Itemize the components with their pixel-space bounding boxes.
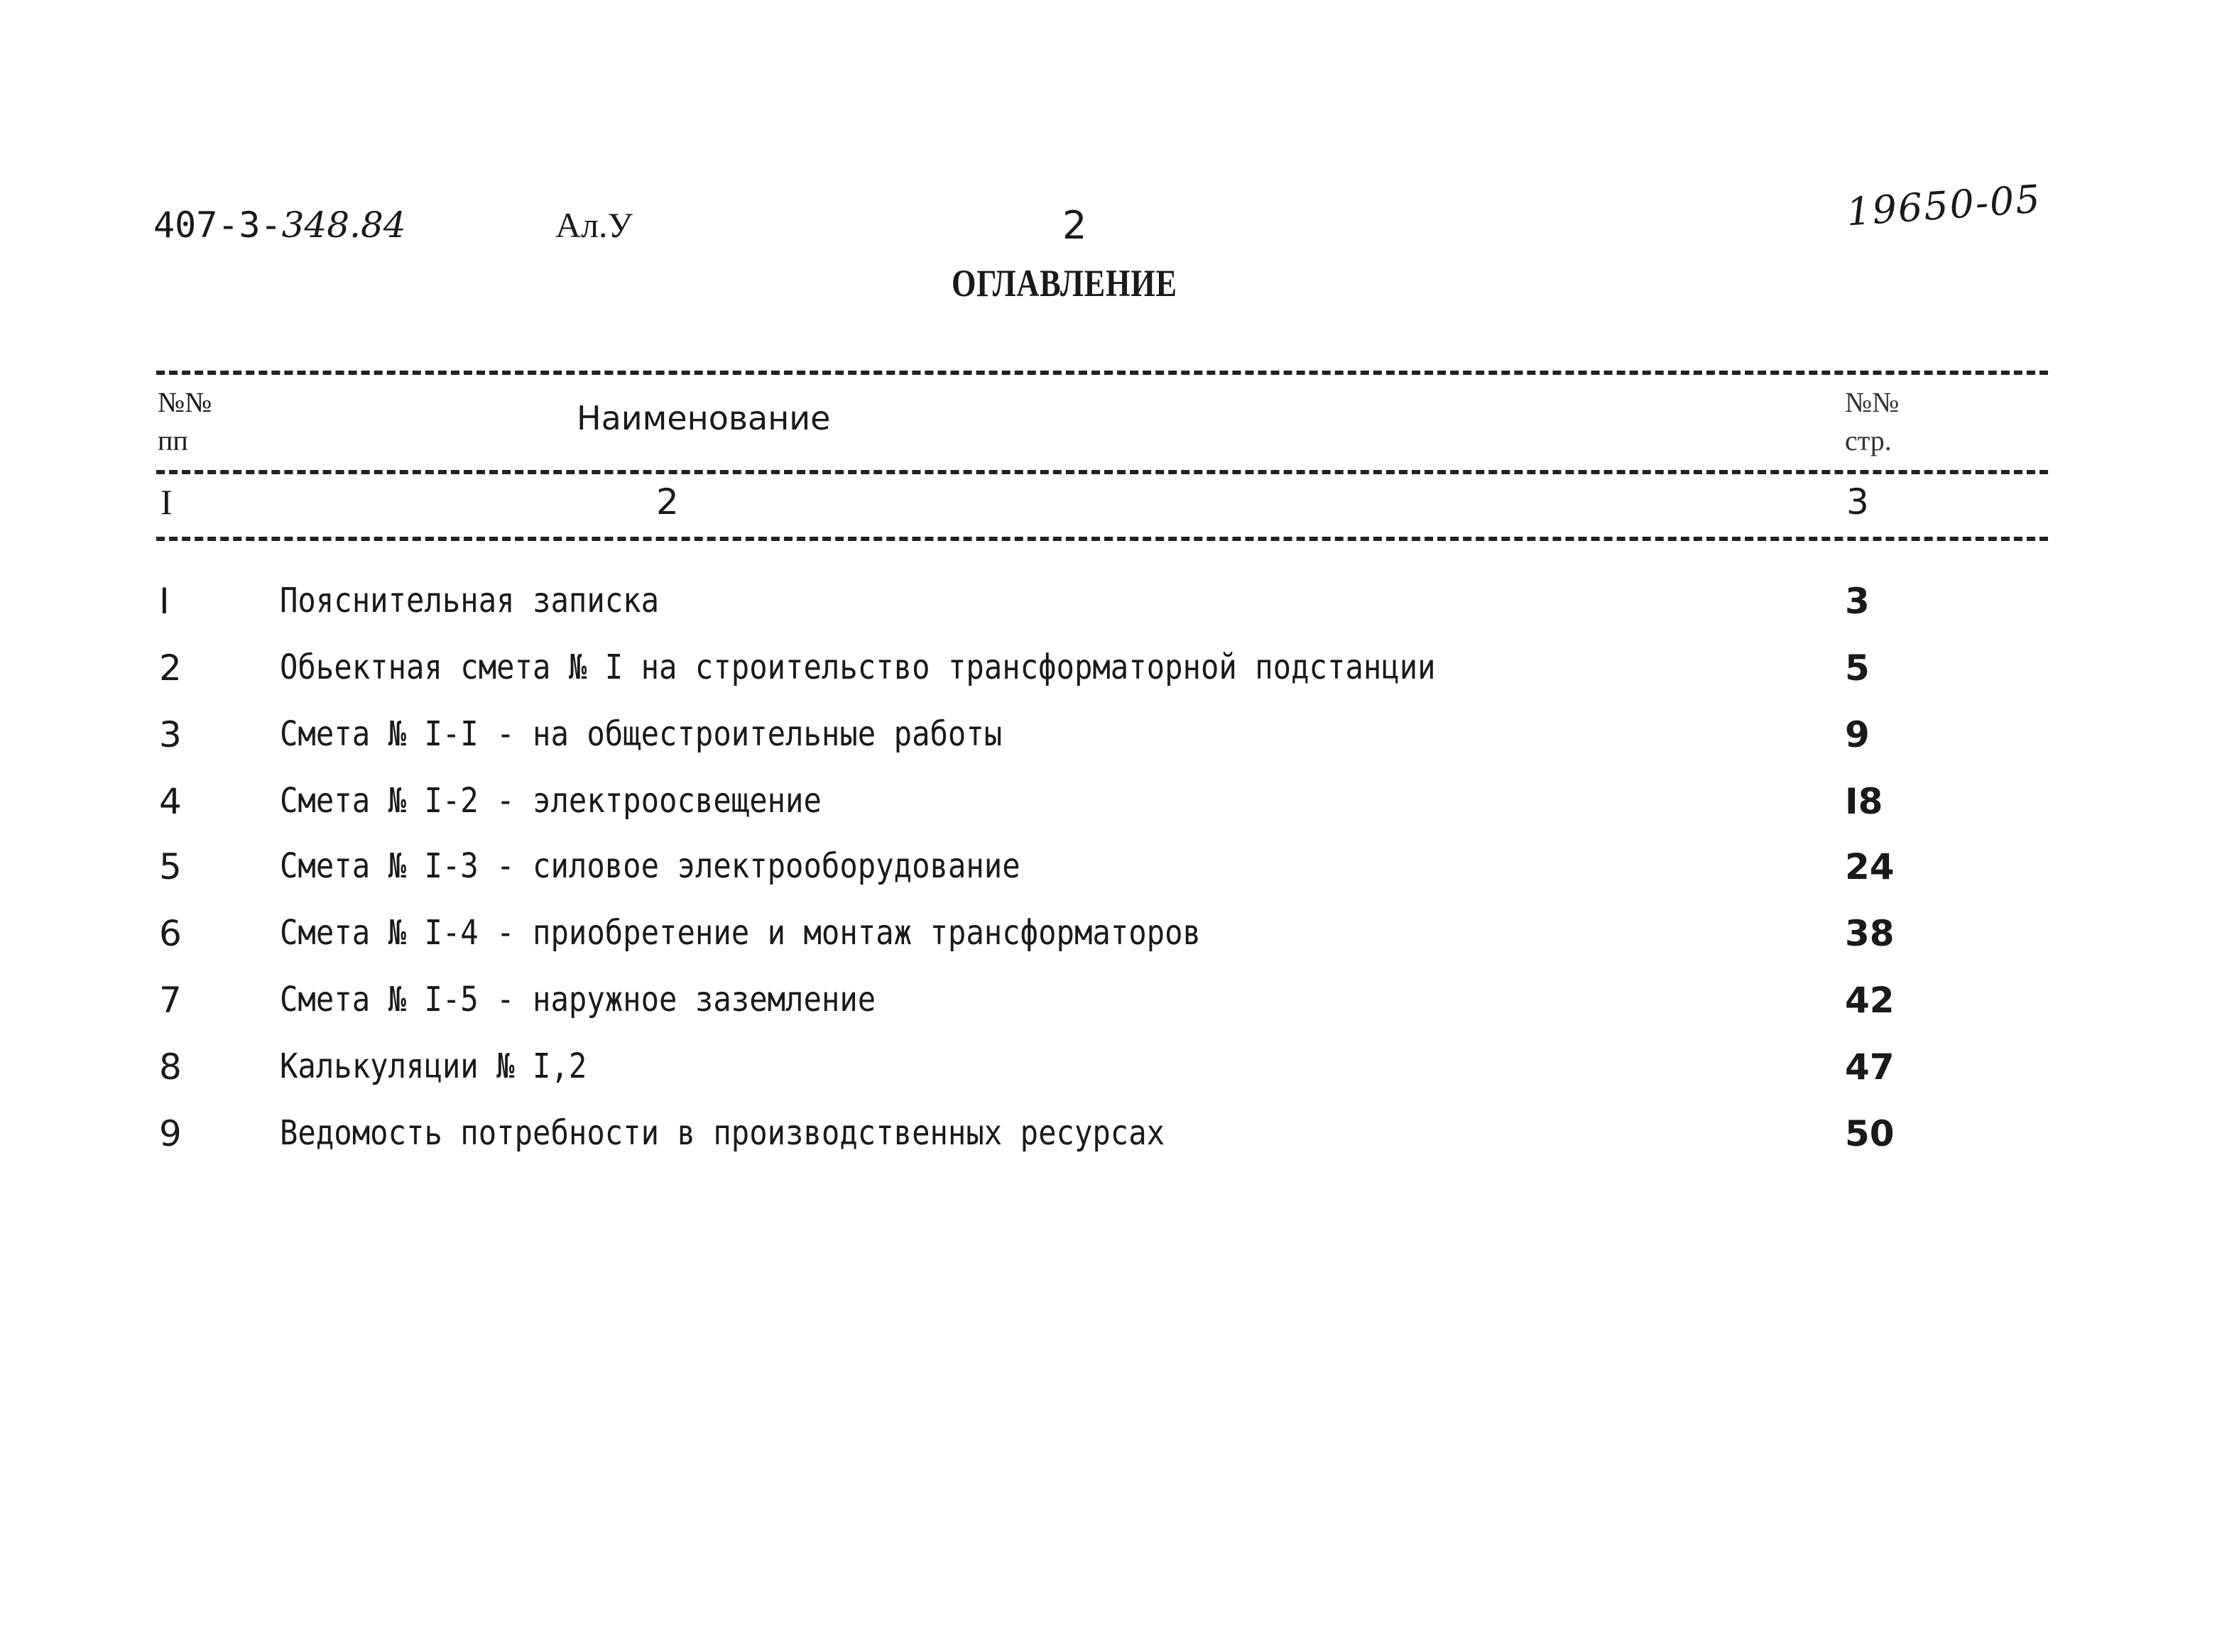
toc-row-number: 4 xyxy=(159,781,182,822)
toc-row xyxy=(0,913,2222,970)
toc-row-title: Калькуляции № I,2 xyxy=(280,1046,587,1086)
toc-row-title: Смета № I-4 - приобретение и монтаж трансформаторов xyxy=(280,913,1201,953)
toc-row-title: Пояснительная записка xyxy=(280,581,660,620)
table-header-rule xyxy=(156,470,2048,474)
toc-row xyxy=(0,781,2222,838)
document-code-typed: 407-3- xyxy=(153,204,282,246)
toc-row-title: Ведомость потребности в производственных ресурсах xyxy=(280,1113,1165,1153)
toc-row-number: 2 xyxy=(159,647,182,689)
toc-row-page: 3 xyxy=(1845,581,1870,622)
toc-row xyxy=(0,980,2222,1036)
column-header-number xyxy=(158,383,212,460)
column-header-name: Наименование xyxy=(577,399,831,437)
toc-row xyxy=(0,581,2222,638)
column-header-page xyxy=(1845,383,1899,460)
toc-row xyxy=(0,647,2222,704)
column-header-number-line1: №№ xyxy=(158,386,212,418)
toc-row-title: Смета № I-2 - электроосвещение xyxy=(280,781,822,821)
column-header-page-line1: №№ xyxy=(1845,386,1900,418)
column-header-number-line2: пп xyxy=(158,425,188,456)
toc-row-page: 42 xyxy=(1845,980,1895,1021)
toc-row-number: I xyxy=(159,581,170,622)
toc-row xyxy=(0,1046,2222,1103)
toc-row-page: 24 xyxy=(1845,846,1895,887)
toc-row-title: Обьектная смета № I на строительство трансформаторной подстанции xyxy=(280,647,1436,687)
column-index-1: I xyxy=(160,482,173,522)
reference-code: 19650-05 xyxy=(1845,176,2043,235)
toc-row-number: 3 xyxy=(159,714,182,755)
column-header-page-line2: стр. xyxy=(1845,425,1892,456)
toc-row-number: 8 xyxy=(159,1046,182,1088)
album-label: Ал.У xyxy=(555,205,633,245)
page-title: ОГЛАВЛЕНИЕ xyxy=(952,262,1177,305)
column-index-3: 3 xyxy=(1846,481,1869,523)
toc-row-title: Смета № I-I - на общестроительные работы xyxy=(280,714,1003,754)
toc-row-page: 47 xyxy=(1845,1046,1895,1088)
toc-row-number: 5 xyxy=(159,846,182,887)
toc-row xyxy=(0,714,2222,771)
document-code xyxy=(153,204,406,246)
table-top-rule xyxy=(156,371,2048,375)
toc-row-number: 6 xyxy=(159,913,182,954)
document-code-handwritten: 348.84 xyxy=(281,204,406,246)
toc-row-title: Смета № I-3 - силовое электрооборудование xyxy=(280,846,1020,886)
toc-row-page: 38 xyxy=(1845,913,1895,954)
column-index-2: 2 xyxy=(656,481,679,523)
toc-row xyxy=(0,846,2222,903)
toc-row-title: Смета № I-5 - наружное заземление xyxy=(280,980,876,1019)
toc-row-page: 50 xyxy=(1845,1113,1895,1154)
toc-row-number: 7 xyxy=(159,980,182,1021)
toc-row-page: I8 xyxy=(1845,781,1883,822)
toc-row-page: 5 xyxy=(1845,647,1870,689)
toc-row xyxy=(0,1113,2222,1170)
toc-row-number: 9 xyxy=(159,1113,182,1154)
toc-row-page: 9 xyxy=(1845,714,1870,755)
table-index-rule xyxy=(156,537,2048,541)
page-number: 2 xyxy=(1062,203,1087,248)
